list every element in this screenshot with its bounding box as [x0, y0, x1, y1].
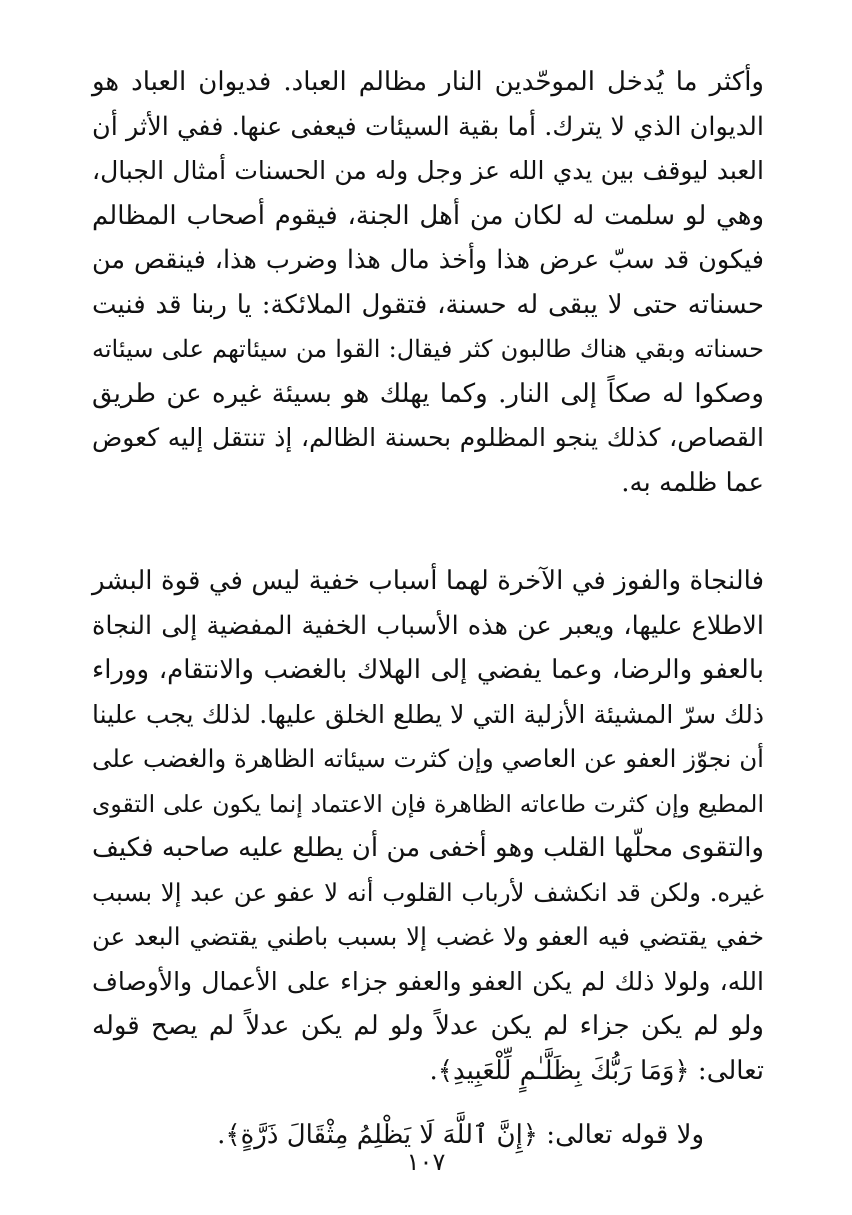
text-line: الديوان الذي لا يترك. أما بقية السيئات فيعفى عنها. ففي الأثر أن: [92, 111, 764, 142]
text-line: القصاص، كذلك ينجو المظلوم بحسنة الظالم، إذ تنتقل إليه كعوض: [92, 423, 764, 452]
paragraph-mazalim: [92, 60, 764, 505]
quran-verse-line: ولا قوله تعالى: ﴿إِنَّ ٱللَّهَ لَا يَظْلِمُ مِثْقَالَ ذَرَّةٍ﴾.: [217, 1120, 704, 1150]
text-line: ولو لم يكن جزاء لم يكن عدلاً ولو لم يكن عدلاً لم يصح قوله: [92, 1011, 764, 1041]
text-line: وأكثر ما يُدخل الموحّدين النار مظالم العباد. فديوان العباد هو: [92, 67, 764, 97]
text-line: الاطلاع عليها، ويعبر عن هذه الأسباب الخفية المفضية إلى النجاة: [92, 610, 764, 641]
text-line: وهي لو سلمت له لكان من أهل الجنة، فيقوم أصحاب المظالم: [92, 200, 764, 231]
text-line: والتقوى محلّها القلب وهو أخفى من أن يطلع عليه صاحبه فكيف: [92, 833, 764, 863]
text-line: غيره. ولكن قد انكشف لأرباب القلوب أنه لا عفو عن عبد إلا بسبب: [92, 877, 764, 907]
text-line: خفي يقتضي فيه العفو ولا غضب إلا بسبب باطني يقتضي البعد عن: [92, 922, 764, 951]
text-line: أن نجوّز العفو عن العاصي وإن كثرت سيئاته الظاهرة والغضب على: [92, 744, 764, 773]
text-line: حسناته وبقي هناك طالبون كثر فيقال: القوا من سيئاتهم على سيئاته: [92, 335, 764, 363]
paragraph-najat: [92, 559, 764, 1093]
quran-verse-line: تعالى: ﴿وَمَا رَبُّكَ بِظَلَّـٰمٍ لِّلْعَبِيدِ﴾.: [429, 1055, 764, 1086]
book-page: [92, 60, 764, 1160]
text-line: فالنجاة والفوز في الآخرة لهما أسباب خفية ليس في قوة البشر: [92, 566, 764, 596]
text-line: فيكون قد سبّ عرض هذا وأخذ مال هذا وضرب هذا، فينقص من: [92, 245, 764, 275]
page-number: ١٠٧: [406, 1148, 446, 1176]
text-line: المطيع وإن كثرت طاعاته الظاهرة فإن الاعتماد إنما يكون على التقوى: [92, 789, 764, 818]
text-line: عما ظلمه به.: [621, 467, 764, 498]
text-line: وصكوا له صكاً إلى النار. وكما يهلك هو بسيئة غيره عن طريق: [92, 378, 764, 409]
text-line: الله، ولولا ذلك لم يكن العفو والعفو جزاء على الأعمال والأوصاف: [92, 966, 764, 996]
text-line: ذلك سرّ المشيئة الأزلية التي لا يطلع الخلق عليها. لذلك يجب علينا: [92, 699, 764, 729]
text-line: العبد ليوقف بين يدي الله عز وجل وله من الحسنات أمثال الجبال،: [92, 156, 764, 185]
text-line: حسناته حتى لا يبقى له حسنة، فتقول الملائكة: يا ربنا قد فنيت: [92, 289, 764, 320]
text-line: بالعفو والرضا، وعما يفضي إلى الهلاك بالغضب والانتقام، ووراء: [92, 655, 764, 685]
